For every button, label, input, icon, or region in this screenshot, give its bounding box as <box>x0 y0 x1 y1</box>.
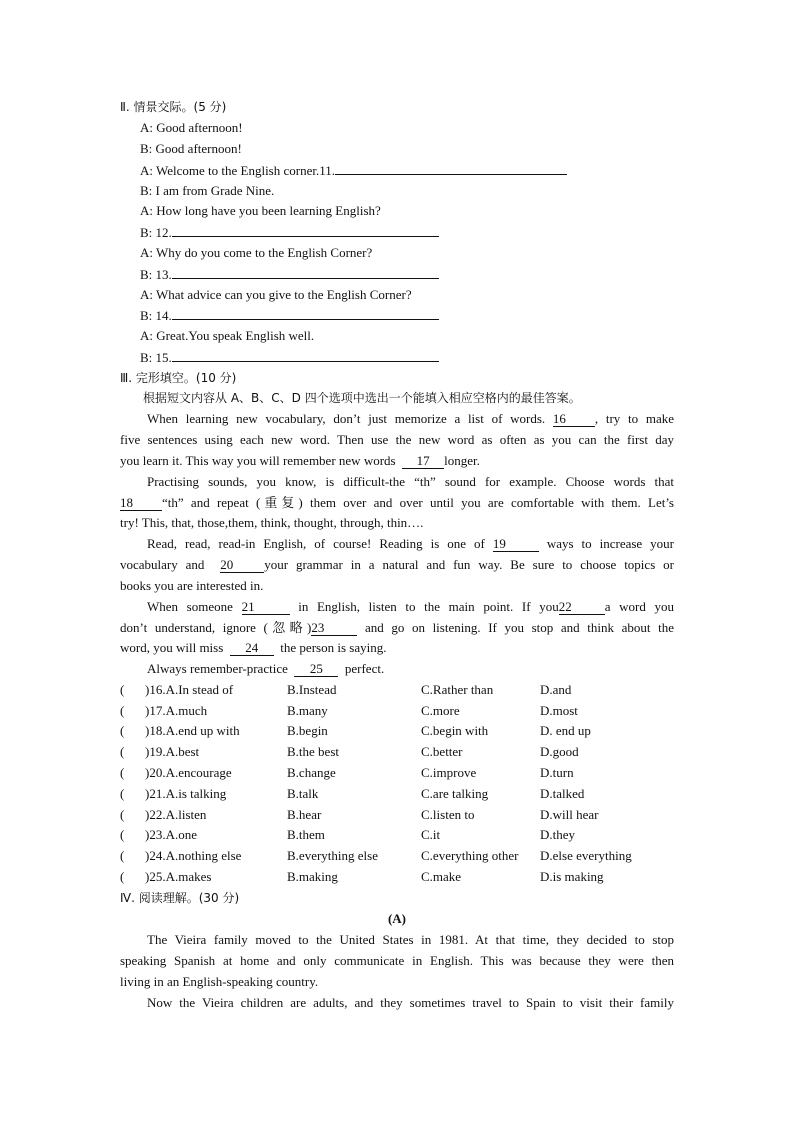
cloze-line: 18 “th” and repeat (重复) them over and over until you are comfortable with them. Let’s <box>120 495 674 510</box>
cloze-line: vocabulary and 20 your grammar in a natural and fun way. Be sure to choose topics or <box>120 557 674 572</box>
cloze-line: When learning new vocabulary, don’t just memorize a list of words. 16 , try to make <box>147 411 675 426</box>
dialogue-line: A: How long have you been learning English? <box>140 203 381 218</box>
blank-20[interactable]: 20 <box>220 557 264 573</box>
answer-bracket-open[interactable]: ( <box>120 682 125 697</box>
answer-line-11[interactable] <box>335 160 567 175</box>
blank-19[interactable]: 19 <box>493 536 539 552</box>
passage-line: living in an English-speaking country. <box>120 974 319 989</box>
cloze-line: Read, read, read-in English, of course! Reading is one of 19 ways to increase your <box>147 536 675 551</box>
answer-bracket-open[interactable]: ( <box>120 744 125 759</box>
option-c: C.improve <box>421 765 477 780</box>
question-19-a: )19.A.best <box>145 744 200 759</box>
answer-bracket-open[interactable]: ( <box>120 786 125 801</box>
option-b: B.the best <box>287 744 339 759</box>
option-d: D.is making <box>540 869 604 884</box>
answer-bracket-open[interactable]: ( <box>120 765 125 780</box>
option-c: C.listen to <box>421 807 475 822</box>
answer-bracket-open[interactable]: ( <box>120 807 125 822</box>
section-2-title: Ⅱ. 情景交际。(5 分) <box>120 100 227 114</box>
blank-24[interactable]: 24 <box>230 640 274 656</box>
blank-21[interactable]: 21 <box>242 599 290 615</box>
option-c: C.make <box>421 869 462 884</box>
cloze-line: don’t understand, ignore (忽略)23 and go on listening. If you stop and think about the <box>120 620 675 635</box>
blank-18[interactable]: 18 <box>120 495 162 511</box>
option-b: B.many <box>287 703 328 718</box>
option-d: D.most <box>540 703 578 718</box>
question-21-a: )21.A.is talking <box>145 786 227 801</box>
blank-16[interactable]: 16 <box>553 411 595 427</box>
option-b: B.hear <box>287 807 322 822</box>
dialogue-line: A: Welcome to the English corner.11. <box>140 160 567 181</box>
option-c: C.more <box>421 703 460 718</box>
passage-line: The Vieira family moved to the United States in 1981. At that time, they decided to stop <box>147 932 674 947</box>
answer-line-13[interactable] <box>172 264 439 279</box>
answer-line-15[interactable] <box>172 347 439 362</box>
dialogue-line: B: I am from Grade Nine. <box>140 183 275 198</box>
section-4-title: Ⅳ. 阅读理解。(30 分) <box>120 891 240 905</box>
dialogue-line: B: 15. <box>140 347 439 368</box>
option-d: D.turn <box>540 765 574 780</box>
dialogue-line: B: 13. <box>140 264 439 285</box>
dialogue-line: B: 14. <box>140 305 439 326</box>
option-d: D.else everything <box>540 848 632 863</box>
option-c: C.Rather than <box>421 682 494 697</box>
dialogue-line: B: 12. <box>140 222 439 243</box>
option-b: B.everything else <box>287 848 378 863</box>
dialogue-line: A: Great.You speak English well. <box>140 328 315 343</box>
answer-bracket-open[interactable]: ( <box>120 869 125 884</box>
cloze-line: five sentences using each new word. Then use the new word as often as you can the first day <box>120 432 674 447</box>
blank-25[interactable]: 25 <box>294 661 338 677</box>
cloze-line: try! This, that, those,them, think, thought, through, thin…. <box>120 515 424 530</box>
cloze-line: Practising sounds, you know, is difficult-the “th” sound for example. Choose words that <box>147 474 674 489</box>
option-d: D. end up <box>540 723 591 738</box>
dialogue-line: B: Good afternoon! <box>140 141 242 156</box>
dialogue-line: A: Why do you come to the English Corner? <box>140 245 373 260</box>
answer-bracket-open[interactable]: ( <box>120 703 125 718</box>
answer-bracket-open[interactable]: ( <box>120 827 125 842</box>
option-c: C.better <box>421 744 463 759</box>
option-b: B.making <box>287 869 338 884</box>
cloze-line: books you are interested in. <box>120 578 264 593</box>
question-17-a: )17.A.much <box>145 703 208 718</box>
option-c: C.everything other <box>421 848 519 863</box>
dialogue-line: A: What advice can you give to the English Corner? <box>140 287 412 302</box>
question-24-a: )24.A.nothing else <box>145 848 242 863</box>
cloze-line: When someone 21 in English, listen to the main point. If you22 a word you <box>147 599 675 614</box>
passage-label: (A) <box>387 911 407 926</box>
cloze-line: you learn it. This way you will remember new words 17 longer. <box>120 453 480 468</box>
option-b: B.Instead <box>287 682 337 697</box>
option-d: D.talked <box>540 786 585 801</box>
option-b: B.begin <box>287 723 328 738</box>
option-c: C.are talking <box>421 786 489 801</box>
answer-bracket-open[interactable]: ( <box>120 723 125 738</box>
answer-line-12[interactable] <box>172 222 439 237</box>
option-b: B.talk <box>287 786 319 801</box>
option-c: C.it <box>421 827 441 842</box>
option-d: D.will hear <box>540 807 599 822</box>
question-16-a: )16.A.In stead of <box>145 682 234 697</box>
section-3-title: Ⅲ. 完形填空。(10 分) <box>120 371 237 385</box>
answer-line-14[interactable] <box>172 305 439 320</box>
question-25-a: )25.A.makes <box>145 869 212 884</box>
question-22-a: )22.A.listen <box>145 807 207 822</box>
cloze-line: Always remember-practice 25 perfect. <box>147 661 385 676</box>
blank-22[interactable]: 22 <box>559 599 605 615</box>
option-d: D.and <box>540 682 572 697</box>
option-d: D.good <box>540 744 579 759</box>
passage-line: speaking Spanish at home and only communicate in English. This was because they were then <box>120 953 674 968</box>
option-b: B.change <box>287 765 336 780</box>
question-23-a: )23.A.one <box>145 827 198 842</box>
blank-17[interactable]: 17 <box>402 453 444 469</box>
blank-23[interactable]: 23 <box>311 620 357 636</box>
passage-line: Now the Vieira children are adults, and they sometimes travel to Spain to visit their family <box>147 995 674 1010</box>
dialogue-line: A: Good afternoon! <box>140 120 243 135</box>
option-b: B.them <box>287 827 325 842</box>
option-d: D.they <box>540 827 576 842</box>
question-18-a: )18.A.end up with <box>145 723 240 738</box>
cloze-line: word, you will miss 24 the person is saying. <box>120 640 387 655</box>
question-20-a: )20.A.encourage <box>145 765 232 780</box>
section-3-instruction: 根据短文内容从 A、B、C、D 四个选项中选出一个能填入相应空格内的最佳答案。 <box>143 391 581 405</box>
option-c: C.begin with <box>421 723 489 738</box>
answer-bracket-open[interactable]: ( <box>120 848 125 863</box>
